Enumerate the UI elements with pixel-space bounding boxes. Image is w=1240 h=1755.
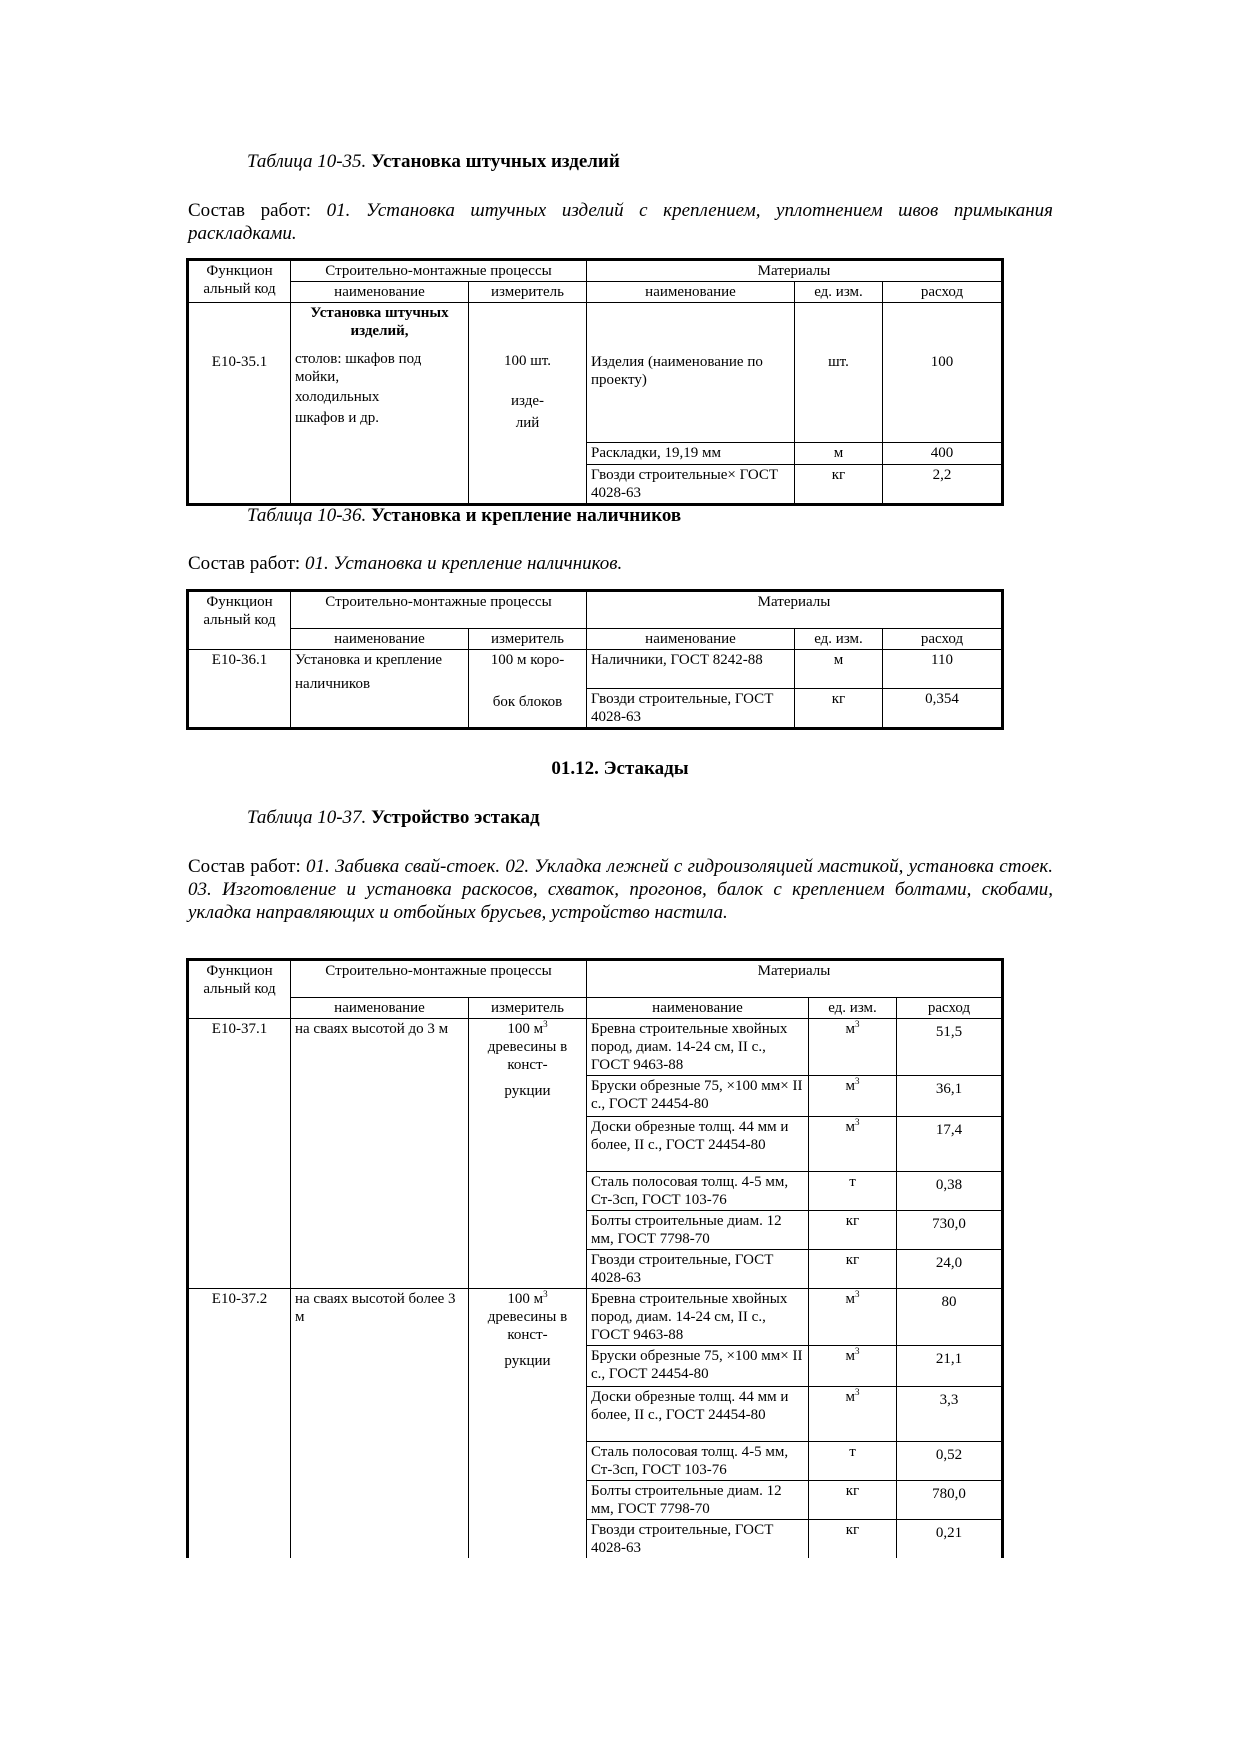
header-processes: Строительно-монтажные процессы <box>291 960 587 998</box>
material-unit <box>809 1117 897 1172</box>
row-code: Е10-37.1 <box>188 1019 291 1289</box>
row-code: Е10-35.1 <box>188 303 291 505</box>
unit-value: м <box>845 1021 855 1037</box>
meter-2: древесины в конст- <box>487 1039 568 1073</box>
table-row <box>188 1019 1003 1076</box>
meter-cell <box>469 1019 587 1289</box>
table-10-35-caption <box>247 150 620 174</box>
header-code: Функцион альный код <box>188 960 291 1019</box>
material-qty: 0,38 <box>897 1172 1003 1211</box>
work-text: 01. Установка и крепление наличников. <box>304 553 623 574</box>
material-unit: м <box>795 443 883 465</box>
header-meter: измеритель <box>469 629 587 650</box>
material-qty: 780,0 <box>897 1481 1003 1520</box>
material-qty: 80 <box>897 1289 1003 1346</box>
material-unit <box>809 1346 897 1387</box>
material-unit: шт. <box>795 303 883 443</box>
meter-cell <box>469 303 587 505</box>
caption-number: Таблица 10-35. <box>247 151 367 172</box>
meter-3: рукции <box>504 1083 551 1099</box>
material-name: Наличники, ГОСТ 8242-88 <box>587 650 795 689</box>
process-name: на сваях высотой более 3 м <box>291 1289 469 1559</box>
unit-value: кг <box>845 1252 860 1268</box>
process-title: Установка штучных изделий, <box>310 305 449 339</box>
unit-value: м <box>845 1389 855 1405</box>
header-materials: Материалы <box>587 260 1003 282</box>
process-text-2: холодильных <box>295 389 380 405</box>
meter-1 <box>473 1020 582 1038</box>
meter-1 <box>473 1290 582 1308</box>
header-mat-name: наименование <box>587 282 795 303</box>
material-name: Сталь полосовая толщ. 4-5 мм, Ст-3сп, ГОСТ 103-76 <box>587 1172 809 1211</box>
meter-1: 100 м коро- <box>490 652 565 668</box>
material-qty: 110 <box>883 650 1003 689</box>
header-mat-name: наименование <box>587 998 809 1019</box>
caption-number: Таблица 10-37. <box>247 807 367 828</box>
header-code: Функцион альный код <box>188 260 291 303</box>
material-qty: 21,1 <box>897 1346 1003 1387</box>
material-unit <box>809 1172 897 1211</box>
caption-title: Установка и крепление наличников <box>371 505 682 526</box>
caption-title: Установка штучных изделий <box>371 151 620 172</box>
header-unit: ед. изм. <box>795 282 883 303</box>
material-name: Раскладки, 19,19 мм <box>587 443 795 465</box>
header-name: наименование <box>291 629 469 650</box>
material-name: Сталь полосовая толщ. 4-5 мм, Ст-3сп, ГОСТ 103-76 <box>587 1442 809 1481</box>
material-unit <box>809 1250 897 1289</box>
unit-value: кг <box>845 1522 860 1538</box>
work-composition-10-36 <box>188 552 1053 575</box>
unit-value: т <box>849 1444 856 1460</box>
header-qty: расход <box>883 282 1003 303</box>
unit-value: кг <box>845 1483 860 1499</box>
material-qty: 100 <box>883 303 1003 443</box>
process-text-1: столов: шкафов под мойки, <box>295 351 422 385</box>
header-qty: расход <box>883 629 1003 650</box>
work-composition-10-35 <box>188 199 1053 245</box>
material-unit: м <box>795 650 883 689</box>
header-name: наименование <box>291 282 469 303</box>
meter-value: 100 м <box>507 1291 544 1307</box>
header-mat-name: наименование <box>587 629 795 650</box>
header-code: Функцион альный код <box>188 591 291 650</box>
header-unit: ед. изм. <box>795 629 883 650</box>
unit-sup: 3 <box>855 1019 860 1029</box>
header-materials: Материалы <box>587 591 1003 629</box>
unit-sup: 3 <box>855 1289 860 1299</box>
caption-number: Таблица 10-36. <box>247 505 367 526</box>
table-10-37 <box>186 958 1004 1558</box>
header-unit: ед. изм. <box>809 998 897 1019</box>
meter-3: лий <box>515 415 540 431</box>
material-name: Бревна строительные хвойных пород, диам. 14-24 см, II с., ГОСТ 9463-88 <box>587 1019 809 1076</box>
unit-sup: 3 <box>855 1076 860 1086</box>
material-unit <box>809 1211 897 1250</box>
material-unit <box>809 1520 897 1559</box>
material-unit <box>809 1019 897 1076</box>
work-label: Состав работ: <box>188 200 312 221</box>
process-name: на сваях высотой до 3 м <box>291 1019 469 1289</box>
work-label: Состав работ: <box>188 553 301 574</box>
table-10-37-caption <box>247 806 540 830</box>
material-name: Гвозди строительные, ГОСТ 4028-63 <box>587 1250 809 1289</box>
caption-title: Устройство эстакад <box>371 807 540 828</box>
material-qty: 0,21 <box>897 1520 1003 1559</box>
header-materials: Материалы <box>587 960 1003 998</box>
material-qty: 17,4 <box>897 1117 1003 1172</box>
section-heading: 01.12. Эстакады <box>551 758 689 779</box>
material-unit: кг <box>795 689 883 729</box>
meter-value: 100 м <box>507 1021 544 1037</box>
unit-sup: 3 <box>855 1117 860 1127</box>
meter-2: бок блоков <box>492 694 563 710</box>
process-cell <box>291 650 469 729</box>
material-name: Гвозди строительные× ГОСТ 4028-63 <box>587 465 795 505</box>
meter-3: рукции <box>504 1353 551 1369</box>
material-qty: 400 <box>883 443 1003 465</box>
process-cell <box>291 303 469 505</box>
meter-cell <box>469 650 587 729</box>
material-unit <box>809 1076 897 1117</box>
material-qty: 3,3 <box>897 1387 1003 1442</box>
material-name: Изделия (наименование по проекту) <box>587 303 795 443</box>
header-processes: Строительно-монтажные процессы <box>291 591 587 629</box>
table-row <box>188 1289 1003 1346</box>
material-qty: 36,1 <box>897 1076 1003 1117</box>
material-qty: 730,0 <box>897 1211 1003 1250</box>
material-unit: кг <box>795 465 883 505</box>
material-qty: 24,0 <box>897 1250 1003 1289</box>
unit-value: т <box>849 1174 856 1190</box>
material-name: Болты строительные диам. 12 мм, ГОСТ 7798-70 <box>587 1481 809 1520</box>
material-name: Гвозди строительные, ГОСТ 4028-63 <box>587 1520 809 1559</box>
material-name: Бруски обрезные 75, ×100 мм× II с., ГОСТ 24454-80 <box>587 1346 809 1387</box>
row-code: Е10-36.1 <box>188 650 291 729</box>
material-unit <box>809 1289 897 1346</box>
material-qty: 0,52 <box>897 1442 1003 1481</box>
material-qty: 0,354 <box>883 689 1003 729</box>
unit-sup: 3 <box>855 1346 860 1356</box>
unit-value: м <box>845 1119 855 1135</box>
unit-sup: 3 <box>855 1387 860 1397</box>
work-label: Состав работ: <box>188 856 301 877</box>
meter-1: 100 шт. <box>504 353 551 369</box>
table-10-35 <box>186 258 1004 506</box>
header-meter: измеритель <box>469 998 587 1019</box>
material-qty: 2,2 <box>883 465 1003 505</box>
unit-value: м <box>845 1078 855 1094</box>
process-text-3: шкафов и др. <box>295 410 379 426</box>
meter-sup: 3 <box>543 1019 548 1029</box>
table-10-36 <box>186 589 1004 730</box>
meter-sup: 3 <box>543 1289 548 1299</box>
material-unit <box>809 1481 897 1520</box>
material-name: Доски обрезные толщ. 44 мм и более, II с., ГОСТ 24454-80 <box>587 1117 809 1172</box>
material-unit <box>809 1442 897 1481</box>
material-name: Бревна строительные хвойных пород, диам. 14-24 см, II с., ГОСТ 9463-88 <box>587 1289 809 1346</box>
header-processes: Строительно-монтажные процессы <box>291 260 587 282</box>
process-text-2: наличников <box>295 676 371 692</box>
meter-cell <box>469 1289 587 1559</box>
work-composition-10-37 <box>188 855 1053 924</box>
table-10-37-body <box>188 1019 1003 1559</box>
header-meter: измеритель <box>469 282 587 303</box>
header-qty: расход <box>897 998 1003 1019</box>
material-qty: 51,5 <box>897 1019 1003 1076</box>
material-name: Болты строительные диам. 12 мм, ГОСТ 7798-70 <box>587 1211 809 1250</box>
work-text: 01. Забивка свай-стоек. 02. Укладка лежней с гидроизоляцией мастикой, установка стоек. 03. Изготовление и установка раскосов, схваток, прогонов, балок с креплением болтами, скобами, укладка направляющих и отбойных брусьев, устройство настила. <box>188 856 1054 923</box>
table-10-36-caption <box>247 504 681 528</box>
process-text-1: Установка и крепление <box>295 652 443 668</box>
unit-value: м <box>845 1291 855 1307</box>
material-name: Доски обрезные толщ. 44 мм и более, II с., ГОСТ 24454-80 <box>587 1387 809 1442</box>
unit-value: м <box>845 1348 855 1364</box>
row-code: Е10-37.2 <box>188 1289 291 1559</box>
meter-2: изде- <box>511 393 544 409</box>
work-text: 01. Установка штучных изделий с креплением, уплотнением швов примыкания раскладками. <box>188 200 1054 244</box>
meter-2: древесины в конст- <box>487 1309 568 1343</box>
material-name: Бруски обрезные 75, ×100 мм× II с., ГОСТ 24454-80 <box>587 1076 809 1117</box>
unit-value: кг <box>845 1213 860 1229</box>
header-name: наименование <box>291 998 469 1019</box>
material-unit <box>809 1387 897 1442</box>
material-name: Гвозди строительные, ГОСТ 4028-63 <box>587 689 795 729</box>
